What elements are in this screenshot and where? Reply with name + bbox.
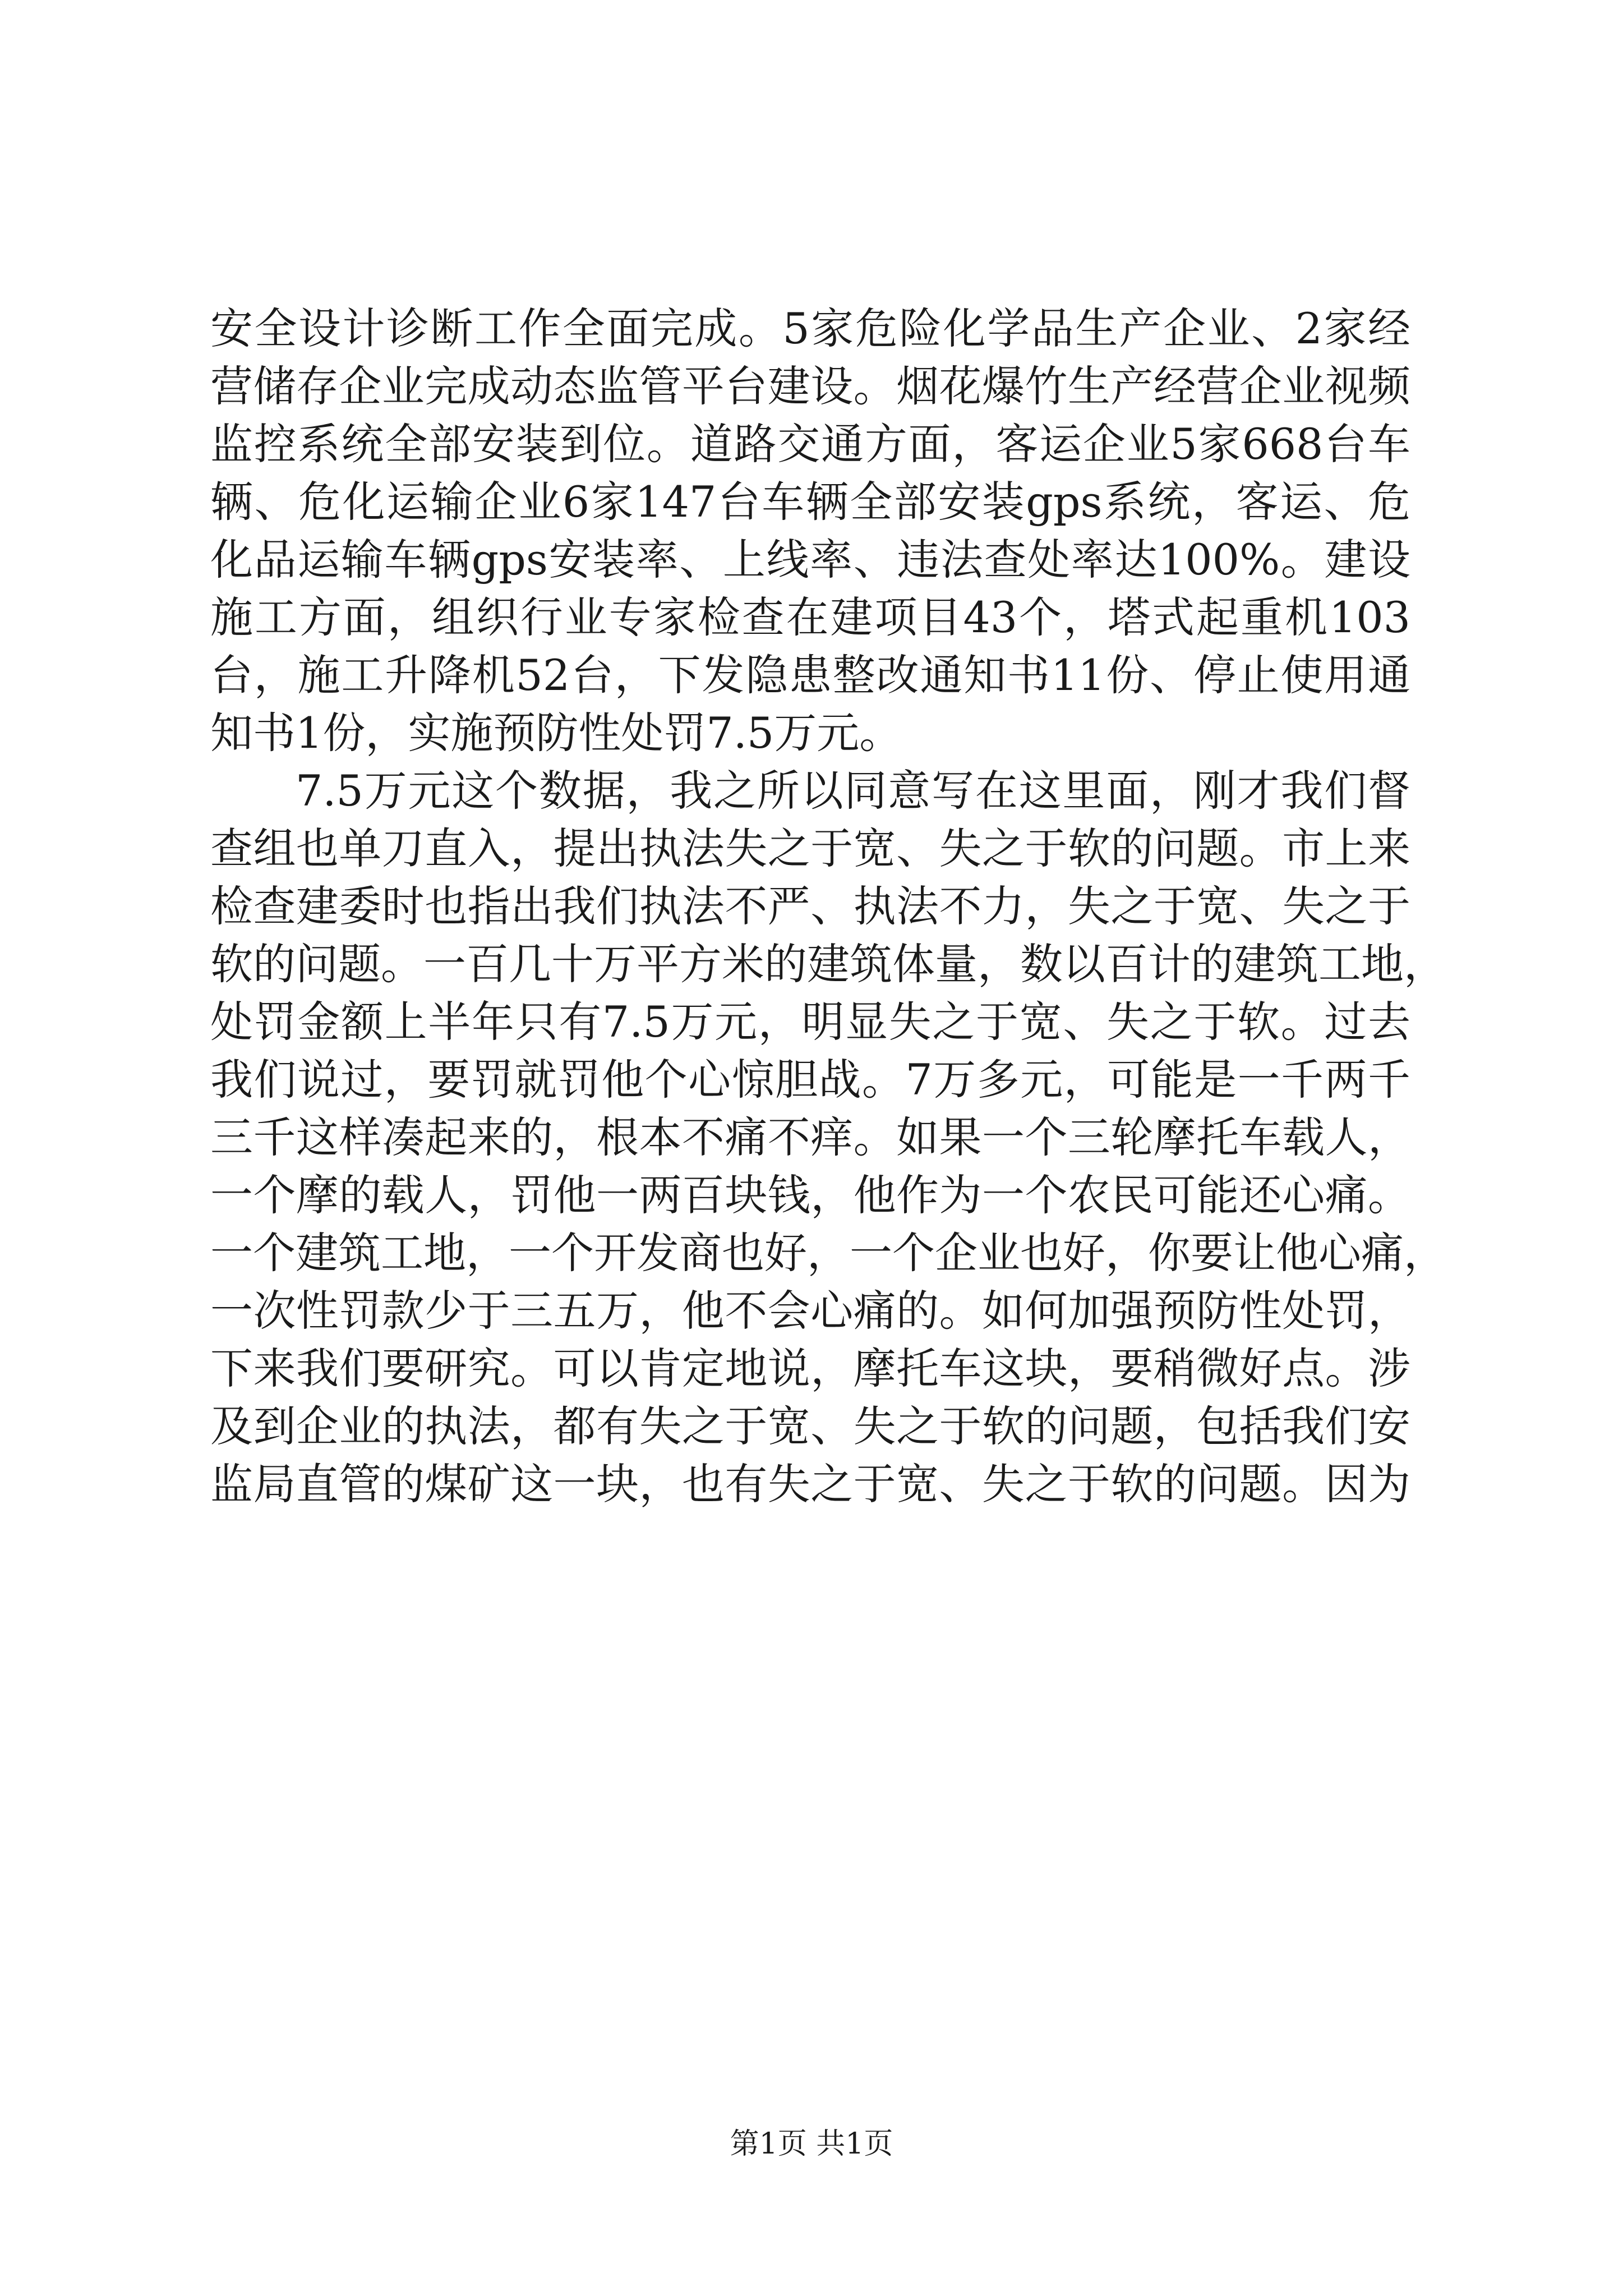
text-line: 安全设计诊断工作全面完成。5家危险化学品生产企业、2家经	[210, 303, 1410, 353]
page-footer: 第1页 共1页	[730, 2127, 893, 2161]
text-line: 我们说过，要罚就罚他个心惊胆战。7万多元，可能是一千两千	[210, 1055, 1410, 1105]
text-line: 监控系统全部安装到位。道路交通方面，客运企业5家668台车	[210, 419, 1410, 469]
text-line: 施工方面，组织行业专家检查在建项目43个，塔式起重机103	[210, 592, 1410, 642]
text-line: 一个建筑工地，一个开发商也好，一个企业也好，你要让他心痛，	[210, 1228, 1446, 1278]
text-line: 知书1份，实施预防性处罚7.5万元。	[210, 708, 902, 758]
text-line: 化品运输车辆gps安装率、上线率、违法查处率达100%。建设	[210, 535, 1410, 585]
text-line: 监局直管的煤矿这一块，也有失之于宽、失之于软的问题。因为	[210, 1459, 1410, 1509]
text-line: 一个摩的载人，罚他一两百块钱，他作为一个农民可能还心痛。	[210, 1170, 1410, 1220]
text-line: 软的问题。一百几十万平方米的建筑体量，数以百计的建筑工地，	[210, 939, 1446, 989]
text-line: 辆、危化运输企业6家147台车辆全部安装gps系统，客运、危	[210, 477, 1410, 527]
text-line: 台，施工升降机52台，下发隐患整改通知书11份、停止使用通	[210, 650, 1410, 700]
text-line: 及到企业的执法，都有失之于宽、失之于软的问题，包括我们安	[210, 1401, 1410, 1451]
text-line: 检查建委时也指出我们执法不严、执法不力，失之于宽、失之于	[210, 881, 1410, 931]
text-line: 营储存企业完成动态监管平台建设。烟花爆竹生产经营企业视频	[210, 361, 1410, 411]
text-line: 三千这样凑起来的，根本不痛不痒。如果一个三轮摩托车载人，	[210, 1112, 1410, 1162]
body-text	[210, 300, 1446, 1513]
text-line: 处罚金额上半年只有7.5万元，明显失之于宽、失之于软。过去	[210, 997, 1410, 1047]
text-line: 7.5万元这个数据，我之所以同意写在这里面，刚才我们督	[296, 766, 1410, 816]
text-line: 查组也单刀直入，提出执法失之于宽、失之于软的问题。市上来	[210, 823, 1410, 873]
text-line: 一次性罚款少于三五万，他不会心痛的。如何加强预防性处罚，	[210, 1286, 1410, 1336]
text-line: 下来我们要研究。可以肯定地说，摩托车这块，要稍微好点。涉	[210, 1343, 1410, 1393]
